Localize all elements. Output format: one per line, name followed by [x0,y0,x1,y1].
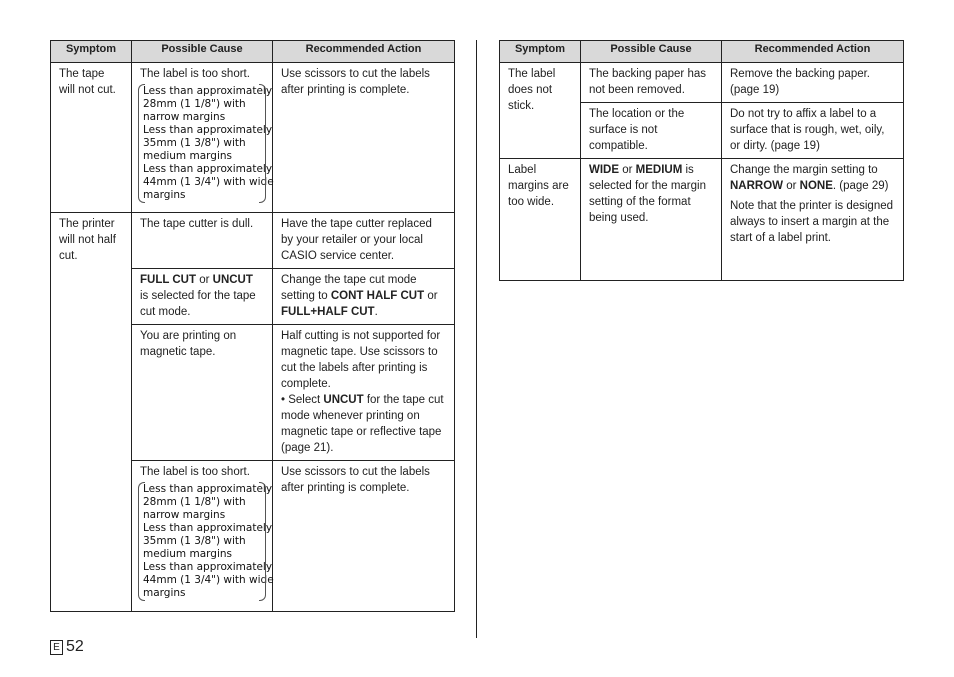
cause-cell [132,269,273,325]
symptom-cell: The printer will not half cut. [51,213,132,612]
example-line: margins [143,189,186,201]
example-line: Less than approximately [143,561,273,573]
symptom-cell: The tape will not cut. [51,63,132,213]
cause-text: or [619,164,636,176]
example-line: 35mm (1 3/8") with [143,137,246,149]
action-text: • Select [281,394,324,406]
action-cell [273,269,455,325]
troubleshooting-table-left [50,40,455,612]
example-line: Less than approximately [143,483,273,495]
header-symptom: Symptom [51,41,132,63]
example-line: narrow margins [143,111,226,123]
example-line: 28mm (1 1/8") with [143,496,246,508]
table-header-row [500,41,904,63]
action-text: or [424,290,438,302]
example-line: Less than approximately [143,124,273,136]
table-row [51,213,455,269]
action-cell: Do not try to affix a label to a surface that is rough, wet, oily, or dirty. (page 19) [722,103,904,159]
action-bullet [281,392,446,456]
setting-name: FULL+HALF CUT [281,306,375,318]
cause-cell [132,461,273,612]
label-length-example [140,84,274,203]
action-text: for the tape cut mode whenever printing on magnetic tape or reflective tape (page 21). [281,394,444,454]
cause-cell: The tape cutter is dull. [132,213,273,269]
page-footer [50,638,84,656]
symptom-cell: Label margins are too wide. [500,159,581,281]
example-line: 28mm (1 1/8") with [143,98,246,110]
action-cell: Remove the backing paper. (page 19) [722,63,904,103]
action-note: Note that the printer is designed always to insert a margin at the start of a label print. [730,200,894,244]
label-length-example [140,482,274,601]
cause-text: The label is too short. [140,68,250,80]
action-text: . [374,306,378,318]
setting-name: NONE [799,180,833,192]
header-recommended-action: Recommended Action [273,41,455,63]
setting-name: MEDIUM [635,164,683,176]
header-symptom: Symptom [500,41,581,63]
table-row [500,159,904,281]
setting-name: UNCUT [212,274,253,286]
action-text: Half cutting is not supported for magnetic tape. Use scissors to cut the labels after printing is complete. [281,330,441,390]
example-line: 44mm (1 3/4") with wide [143,574,274,586]
language-mark-icon: E [50,640,63,655]
action-cell: Have the tape cutter replaced by your retailer or your local CASIO service center. [273,213,455,269]
example-line: narrow margins [143,509,226,521]
header-possible-cause: Possible Cause [132,41,273,63]
example-line: medium margins [143,150,232,162]
action-text: or [783,180,800,192]
action-cell [722,159,904,281]
setting-name: WIDE [589,164,620,176]
table-header-row [51,41,455,63]
cause-text: is selected for the tape cut mode. [140,290,256,318]
action-cell: Use scissors to cut the labels after printing is complete. [273,461,455,612]
header-recommended-action: Recommended Action [722,41,904,63]
cause-text: is selected for the margin setting of the format being used. [589,164,706,224]
troubleshooting-table-right [499,40,904,281]
cause-text: or [196,274,213,286]
setting-name: CONT HALF CUT [330,290,425,302]
example-line: margins [143,587,186,599]
setting-name: NARROW [730,180,784,192]
action-text: Change the margin setting to [730,164,878,176]
example-line: 44mm (1 3/4") with wide [143,176,274,188]
cause-cell: The backing paper has not been removed. [581,63,722,103]
page-number: 52 [66,638,84,655]
setting-name: UNCUT [323,394,364,406]
setting-name: FULL CUT [140,274,197,286]
cause-cell [581,159,722,281]
action-cell [273,325,455,461]
example-line: medium margins [143,548,232,560]
cause-cell: You are printing on magnetic tape. [132,325,273,461]
action-cell: Use scissors to cut the labels after printing is complete. [273,63,455,213]
example-line: Less than approximately [143,85,273,97]
cause-text: The label is too short. [140,466,250,478]
table-row [51,63,455,213]
column-divider [476,40,477,638]
cause-cell: The location or the surface is not compatible. [581,103,722,159]
cause-cell [132,63,273,213]
action-text: Change the tape cut mode setting to [281,274,417,302]
table-row [500,63,904,103]
example-line: Less than approximately [143,522,273,534]
header-possible-cause: Possible Cause [581,41,722,63]
symptom-cell: The label does not stick. [500,63,581,159]
example-line: Less than approximately [143,163,273,175]
action-text: . (page 29) [832,180,889,192]
action-paragraph [730,162,895,194]
example-line: 35mm (1 3/8") with [143,535,246,547]
